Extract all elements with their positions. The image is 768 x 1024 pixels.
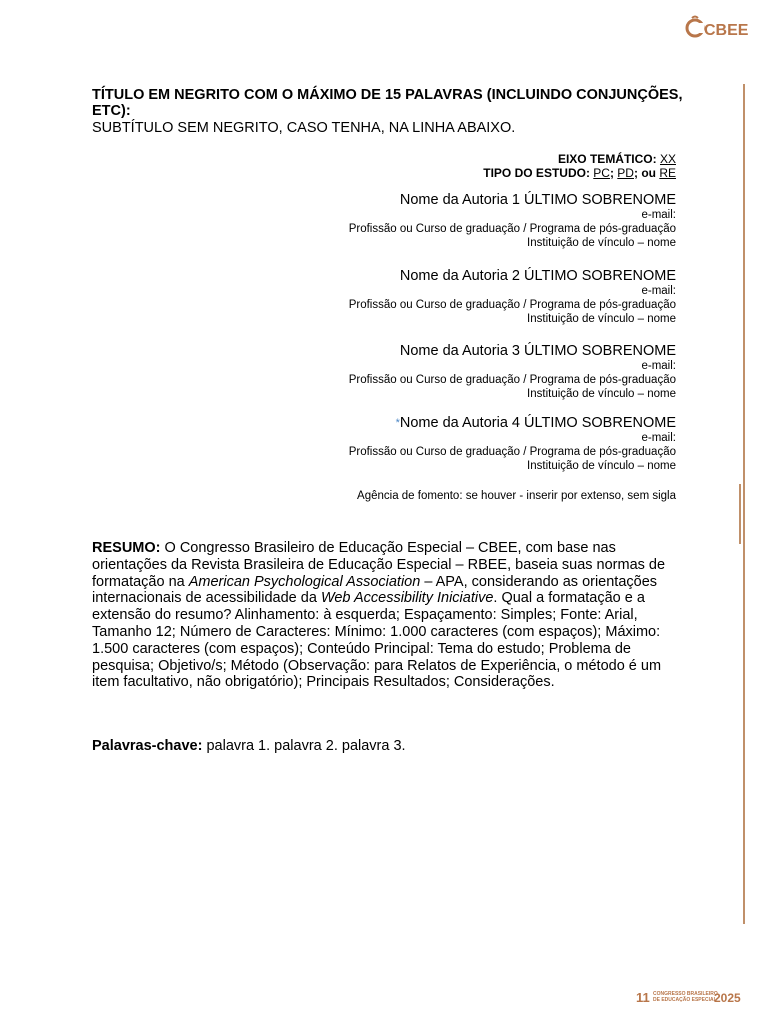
side-rule	[743, 84, 745, 924]
author-profession: Profissão ou Curso de graduação / Programa de pós-graduação	[348, 374, 676, 386]
keywords	[92, 738, 406, 754]
document-subtitle: SUBTÍTULO SEM NEGRITO, CASO TENHA, NA LINHA ABAIXO.	[92, 120, 516, 136]
eixo-value: XX	[659, 152, 676, 166]
author-block	[216, 415, 676, 473]
logo-text: CBEE	[704, 22, 748, 39]
keywords-value: palavra 1. palavra 2. palavra 3.	[202, 738, 406, 754]
abstract-italic-1: American Psychological Association	[188, 573, 421, 590]
abstract	[92, 540, 682, 691]
author-profession: Profissão ou Curso de graduação / Programa de pós-graduação	[348, 299, 676, 311]
tipo-pd: PD	[617, 166, 634, 180]
author-institution: Instituição de vínculo – nome	[527, 237, 676, 249]
author-institution: Instituição de vínculo – nome	[527, 460, 676, 472]
author-institution: Instituição de vínculo – nome	[527, 388, 676, 400]
title-block	[92, 87, 692, 137]
author-marker: *	[395, 417, 400, 429]
cbee-logo	[684, 14, 748, 40]
author-email: e-mail:	[641, 360, 676, 372]
author-name: Nome da Autoria 4 ÚLTIMO SOBRENOME	[399, 415, 676, 431]
author-profession: Profissão ou Curso de graduação / Programa de pós-graduação	[348, 446, 676, 458]
author-email: e-mail:	[641, 209, 676, 221]
author-institution: Instituição de vínculo – nome	[527, 313, 676, 325]
abstract-text-2: – APA, considerando as orientações internacionais de acessibilidade da	[92, 573, 658, 607]
abstract-label: RESUMO:	[92, 540, 161, 556]
footer-year: 2025	[714, 991, 741, 1005]
tipo-re: RE	[659, 166, 676, 180]
author-block	[216, 343, 676, 401]
abstract-text-3: . Qual a formatação e a extensão do resumo? Alinhamento: à esquerda; Espaçamento: Simples; Fonte: Arial, Tamanho 12; Número de Caracteres: Mínimo: 1.000 caracteres (com espaços); Máximo: 1.500 caracteres (com espaços); Conteúdo Principal: Tema do estudo; Problema de pesquisa; Objetivo/s; Método (Observação: para Relatos de Experiência, o método é um item facultativo, não obrigatório); Principais Resultados; Considerações.	[92, 590, 662, 691]
document-title: TÍTULO EM NEGRITO COM O MÁXIMO DE 15 PALAVRAS (INCLUINDO CONJUNÇÕES, ETC):	[92, 87, 683, 119]
tipo-line: TIPO DO ESTUDO: PC; PD; ou RE	[483, 166, 676, 180]
abstract-text-1: O Congresso Brasileiro de Educação Especial – CBEE, com base nas orientações da Revista Brasileira de Educação Especial – RBEE, baseia suas normas de formatação na	[92, 540, 666, 590]
footer-edition: 11	[636, 990, 650, 1005]
tipo-pc: PC	[593, 166, 610, 180]
eixo-line	[483, 152, 676, 166]
author-email: e-mail:	[641, 285, 676, 297]
footer-line1: CONGRESSO BRASILEIRO	[653, 991, 718, 997]
congress-logo	[636, 988, 744, 1006]
author-profession: Profissão ou Curso de graduação / Programa de pós-graduação	[348, 223, 676, 235]
author-name: Nome da Autoria 2 ÚLTIMO SOBRENOME	[399, 268, 676, 284]
author-name: Nome da Autoria 1 ÚLTIMO SOBRENOME	[399, 192, 676, 208]
author-block	[216, 268, 676, 326]
keywords-label: Palavras-chave:	[92, 738, 203, 754]
author-name-line	[216, 415, 676, 431]
eixo-label: EIXO TEMÁTICO:	[557, 152, 657, 166]
footer-line2: DE EDUCAÇÃO ESPECIAL	[653, 997, 717, 1003]
tipo-label: TIPO DO ESTUDO:	[483, 166, 590, 180]
funding-agency: Agência de fomento: se houver - inserir por extenso, sem sigla	[357, 490, 676, 502]
author-email: e-mail:	[641, 432, 676, 444]
abstract-italic-2: Web Accessibility Iniciative	[320, 590, 494, 607]
study-meta	[483, 152, 676, 180]
author-name: Nome da Autoria 3 ÚLTIMO SOBRENOME	[399, 343, 676, 359]
tipo-ou: ou	[641, 166, 656, 180]
side-rule-tick	[739, 484, 741, 544]
author-block	[216, 192, 676, 250]
